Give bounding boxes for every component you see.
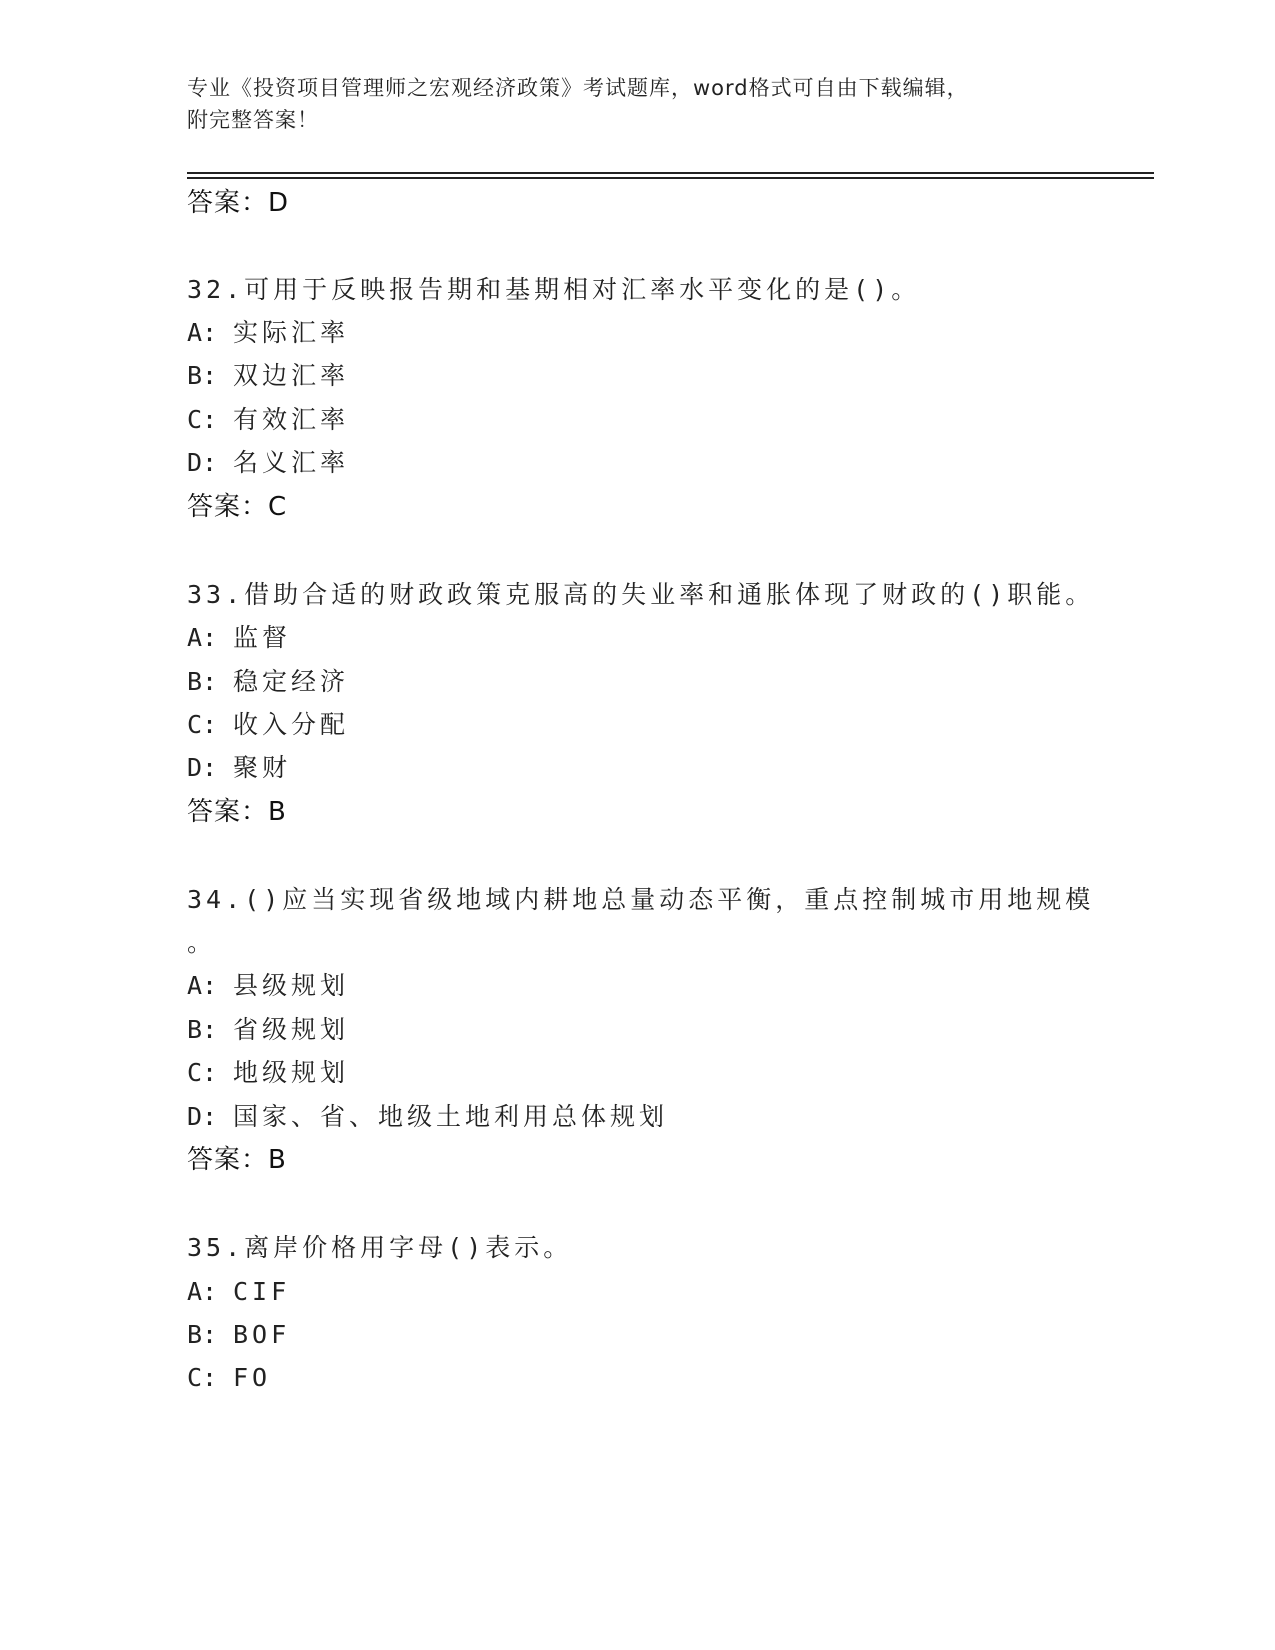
option-label: D: xyxy=(187,1102,218,1131)
option-text: 国家、省、地级土地利用总体规划 xyxy=(233,1102,669,1131)
option-c xyxy=(187,1361,271,1395)
option-a xyxy=(187,621,291,655)
option-d xyxy=(187,1100,668,1134)
option-text: 收入分配 xyxy=(233,710,350,739)
option-a xyxy=(187,969,349,1003)
option-text: FO xyxy=(233,1363,272,1392)
option-label: C: xyxy=(187,710,218,739)
question-text: 可用于反映报告期和基期相对汇率水平变化的是()。 xyxy=(244,275,921,304)
option-text: 实际汇率 xyxy=(233,318,350,347)
option-text: 稳定经济 xyxy=(233,667,350,696)
option-a xyxy=(187,316,349,350)
option-label: C: xyxy=(187,1363,218,1392)
option-text: BOF xyxy=(233,1320,291,1349)
option-label: B: xyxy=(187,1015,218,1044)
option-label: B: xyxy=(187,361,218,390)
option-c xyxy=(187,1056,349,1090)
question-34-continuation: 。 xyxy=(187,928,217,957)
option-d xyxy=(187,446,349,480)
question-34 xyxy=(187,883,1094,917)
answer-32: 答案：C xyxy=(187,492,288,522)
option-c xyxy=(187,708,349,742)
question-number: 33. xyxy=(187,580,245,609)
option-text: 聚财 xyxy=(233,753,292,782)
answer-34: 答案：B xyxy=(187,1145,287,1175)
option-text: CIF xyxy=(233,1277,291,1306)
option-label: D: xyxy=(187,753,218,782)
answer-33: 答案：B xyxy=(187,797,287,827)
option-label: C: xyxy=(187,1058,218,1087)
option-label: A: xyxy=(187,971,218,1000)
option-text: 县级规划 xyxy=(233,971,350,1000)
question-text: ()应当实现省级地域内耕地总量动态平衡，重点控制城市用地规模 xyxy=(244,885,1095,914)
option-c xyxy=(187,403,349,437)
question-text: 离岸价格用字母()表示。 xyxy=(244,1233,573,1262)
option-label: B: xyxy=(187,1320,218,1349)
question-33 xyxy=(187,578,1094,612)
question-number: 35. xyxy=(187,1233,245,1262)
option-text: 监督 xyxy=(233,623,292,652)
option-text: 名义汇率 xyxy=(233,448,350,477)
question-text: 借助合适的财政政策克服高的失业率和通胀体现了财政的()职能。 xyxy=(244,580,1095,609)
question-number: 32. xyxy=(187,275,245,304)
option-label: A: xyxy=(187,318,218,347)
question-number: 34. xyxy=(187,885,245,914)
option-label: A: xyxy=(187,623,218,652)
option-d xyxy=(187,751,291,785)
option-text: 省级规划 xyxy=(233,1015,350,1044)
option-text: 地级规划 xyxy=(233,1058,350,1087)
option-label: B: xyxy=(187,667,218,696)
option-label: D: xyxy=(187,448,218,477)
option-text: 有效汇率 xyxy=(233,405,350,434)
header-text-line-2: 附完整答案！ xyxy=(187,108,319,132)
question-35 xyxy=(187,1231,572,1265)
previous-answer: 答案：D xyxy=(187,188,290,218)
option-b xyxy=(187,1318,290,1352)
option-text: 双边汇率 xyxy=(233,361,350,390)
option-b xyxy=(187,665,349,699)
question-32 xyxy=(187,273,920,307)
header-rule-top xyxy=(187,172,1154,174)
option-b xyxy=(187,1013,349,1047)
option-b xyxy=(187,359,349,393)
option-label: A: xyxy=(187,1277,218,1306)
header-text-line-1: 专业《投资项目管理师之宏观经济政策》考试题库，word格式可自由下载编辑， xyxy=(187,76,969,100)
header-rule-bottom xyxy=(187,177,1154,179)
option-a xyxy=(187,1275,290,1309)
option-label: C: xyxy=(187,405,218,434)
